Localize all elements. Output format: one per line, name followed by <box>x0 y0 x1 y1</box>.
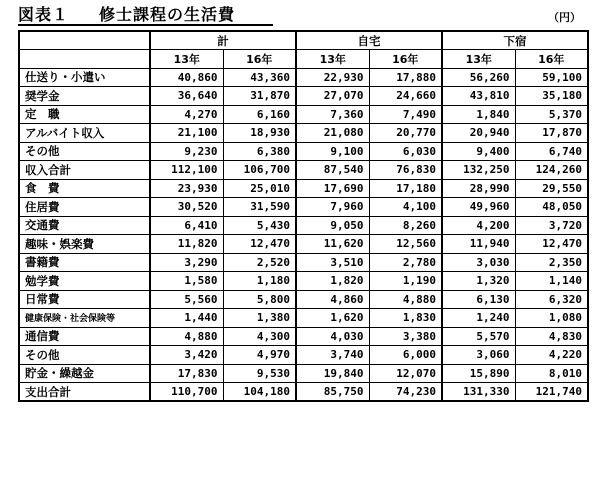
value-cell: 24,660 <box>369 87 442 106</box>
value-cell: 5,430 <box>223 216 296 235</box>
value-cell: 87,540 <box>296 161 369 180</box>
value-cell: 28,990 <box>442 179 515 198</box>
value-cell: 4,030 <box>296 327 369 346</box>
table-row <box>19 68 588 87</box>
table-row <box>19 216 588 235</box>
value-cell: 7,490 <box>369 105 442 124</box>
row-label: 奨学金 <box>19 87 150 106</box>
row-label: 定 職 <box>19 105 150 124</box>
corner-cell <box>19 31 150 50</box>
table-row <box>19 142 588 161</box>
value-cell: 2,780 <box>369 253 442 272</box>
value-cell: 12,470 <box>223 235 296 254</box>
value-cell: 11,820 <box>150 235 223 254</box>
value-cell: 23,930 <box>150 179 223 198</box>
row-label: 勉学費 <box>19 272 150 291</box>
value-cell: 3,740 <box>296 346 369 365</box>
value-cell: 4,880 <box>150 327 223 346</box>
value-cell: 43,360 <box>223 68 296 87</box>
value-cell: 5,560 <box>150 290 223 309</box>
year-header: 13年 <box>296 50 369 69</box>
value-cell: 11,940 <box>442 235 515 254</box>
table-row <box>19 327 588 346</box>
value-cell: 1,180 <box>223 272 296 291</box>
value-cell: 36,640 <box>150 87 223 106</box>
row-label: 書籍費 <box>19 253 150 272</box>
value-cell: 30,520 <box>150 198 223 217</box>
value-cell: 9,530 <box>223 364 296 383</box>
row-label: 支出合計 <box>19 383 150 402</box>
value-cell: 1,380 <box>223 309 296 328</box>
row-label: 収入合計 <box>19 161 150 180</box>
value-cell: 76,830 <box>369 161 442 180</box>
table-row <box>19 346 588 365</box>
value-cell: 8,260 <box>369 216 442 235</box>
value-cell: 17,880 <box>369 68 442 87</box>
value-cell: 11,620 <box>296 235 369 254</box>
value-cell: 9,230 <box>150 142 223 161</box>
value-cell: 4,270 <box>150 105 223 124</box>
table-row <box>19 364 588 383</box>
value-cell: 31,870 <box>223 87 296 106</box>
value-cell: 1,240 <box>442 309 515 328</box>
table-row <box>19 253 588 272</box>
value-cell: 8,010 <box>515 364 588 383</box>
value-cell: 19,840 <box>296 364 369 383</box>
row-label: 食 費 <box>19 179 150 198</box>
table-row <box>19 198 588 217</box>
value-cell: 4,830 <box>515 327 588 346</box>
value-cell: 21,080 <box>296 124 369 143</box>
value-cell: 2,520 <box>223 253 296 272</box>
value-cell: 9,400 <box>442 142 515 161</box>
value-cell: 1,190 <box>369 272 442 291</box>
value-cell: 18,930 <box>223 124 296 143</box>
value-cell: 49,960 <box>442 198 515 217</box>
value-cell: 110,700 <box>150 383 223 402</box>
value-cell: 4,300 <box>223 327 296 346</box>
row-label: 住居費 <box>19 198 150 217</box>
value-cell: 3,030 <box>442 253 515 272</box>
value-cell: 21,100 <box>150 124 223 143</box>
group-header-home: 自宅 <box>296 31 442 50</box>
value-cell: 4,220 <box>515 346 588 365</box>
value-cell: 17,830 <box>150 364 223 383</box>
figure-title-prefix: 図表１ <box>18 5 70 24</box>
value-cell: 5,570 <box>442 327 515 346</box>
value-cell: 9,100 <box>296 142 369 161</box>
value-cell: 3,510 <box>296 253 369 272</box>
group-header-total: 計 <box>150 31 296 50</box>
value-cell: 106,700 <box>223 161 296 180</box>
value-cell: 6,130 <box>442 290 515 309</box>
value-cell: 20,770 <box>369 124 442 143</box>
table-row <box>19 235 588 254</box>
value-cell: 12,070 <box>369 364 442 383</box>
value-cell: 29,550 <box>515 179 588 198</box>
value-cell: 17,690 <box>296 179 369 198</box>
table-row <box>19 290 588 309</box>
table-row <box>19 179 588 198</box>
value-cell: 4,860 <box>296 290 369 309</box>
row-label: 通信費 <box>19 327 150 346</box>
value-cell: 12,470 <box>515 235 588 254</box>
value-cell: 6,320 <box>515 290 588 309</box>
value-cell: 131,330 <box>442 383 515 402</box>
value-cell: 4,200 <box>442 216 515 235</box>
value-cell: 1,080 <box>515 309 588 328</box>
year-header-row <box>19 50 588 69</box>
value-cell: 12,560 <box>369 235 442 254</box>
group-header-lodging: 下宿 <box>442 31 588 50</box>
value-cell: 6,410 <box>150 216 223 235</box>
value-cell: 1,820 <box>296 272 369 291</box>
value-cell: 3,380 <box>369 327 442 346</box>
value-cell: 9,050 <box>296 216 369 235</box>
year-header: 13年 <box>150 50 223 69</box>
year-header: 16年 <box>223 50 296 69</box>
row-label: 健康保険・社会保険等 <box>19 309 150 328</box>
value-cell: 3,720 <box>515 216 588 235</box>
table-row <box>19 383 588 402</box>
row-label: 交通費 <box>19 216 150 235</box>
value-cell: 104,180 <box>223 383 296 402</box>
unit-label: （円） <box>548 11 581 24</box>
value-cell: 15,890 <box>442 364 515 383</box>
value-cell: 40,860 <box>150 68 223 87</box>
year-header: 16年 <box>515 50 588 69</box>
value-cell: 20,940 <box>442 124 515 143</box>
value-cell: 112,100 <box>150 161 223 180</box>
value-cell: 4,970 <box>223 346 296 365</box>
value-cell: 43,810 <box>442 87 515 106</box>
value-cell: 27,070 <box>296 87 369 106</box>
value-cell: 6,000 <box>369 346 442 365</box>
value-cell: 17,180 <box>369 179 442 198</box>
year-header: 16年 <box>369 50 442 69</box>
value-cell: 7,360 <box>296 105 369 124</box>
corner-cell-2 <box>19 50 150 69</box>
row-label: アルバイト収入 <box>19 124 150 143</box>
table-body <box>19 68 588 401</box>
value-cell: 1,440 <box>150 309 223 328</box>
living-cost-table <box>18 30 589 402</box>
value-cell: 74,230 <box>369 383 442 402</box>
value-cell: 4,100 <box>369 198 442 217</box>
value-cell: 6,030 <box>369 142 442 161</box>
row-label: 趣味・娯楽費 <box>19 235 150 254</box>
value-cell: 48,050 <box>515 198 588 217</box>
value-cell: 4,880 <box>369 290 442 309</box>
row-label: 日常費 <box>19 290 150 309</box>
value-cell: 1,620 <box>296 309 369 328</box>
value-cell: 7,960 <box>296 198 369 217</box>
value-cell: 31,590 <box>223 198 296 217</box>
value-cell: 85,750 <box>296 383 369 402</box>
value-cell: 3,060 <box>442 346 515 365</box>
value-cell: 1,840 <box>442 105 515 124</box>
row-label: 貯金・繰越金 <box>19 364 150 383</box>
value-cell: 5,370 <box>515 105 588 124</box>
value-cell: 3,290 <box>150 253 223 272</box>
value-cell: 5,800 <box>223 290 296 309</box>
row-label: 仕送り・小遣い <box>19 68 150 87</box>
figure-title <box>18 4 273 26</box>
value-cell: 35,180 <box>515 87 588 106</box>
value-cell: 132,250 <box>442 161 515 180</box>
row-label: その他 <box>19 142 150 161</box>
table-row <box>19 161 588 180</box>
value-cell: 25,010 <box>223 179 296 198</box>
figure-title-text: 修士課程の生活費 <box>99 5 236 24</box>
value-cell: 6,380 <box>223 142 296 161</box>
table-row <box>19 272 588 291</box>
group-header-row <box>19 31 588 50</box>
value-cell: 6,740 <box>515 142 588 161</box>
value-cell: 124,260 <box>515 161 588 180</box>
table-row <box>19 105 588 124</box>
value-cell: 2,350 <box>515 253 588 272</box>
year-header: 13年 <box>442 50 515 69</box>
value-cell: 17,870 <box>515 124 588 143</box>
table-row <box>19 309 588 328</box>
table-row <box>19 124 588 143</box>
value-cell: 1,320 <box>442 272 515 291</box>
value-cell: 3,420 <box>150 346 223 365</box>
value-cell: 6,160 <box>223 105 296 124</box>
value-cell: 1,830 <box>369 309 442 328</box>
table-row <box>19 87 588 106</box>
value-cell: 22,930 <box>296 68 369 87</box>
value-cell: 59,100 <box>515 68 588 87</box>
value-cell: 1,140 <box>515 272 588 291</box>
value-cell: 56,260 <box>442 68 515 87</box>
value-cell: 121,740 <box>515 383 588 402</box>
row-label: その他 <box>19 346 150 365</box>
value-cell: 1,580 <box>150 272 223 291</box>
